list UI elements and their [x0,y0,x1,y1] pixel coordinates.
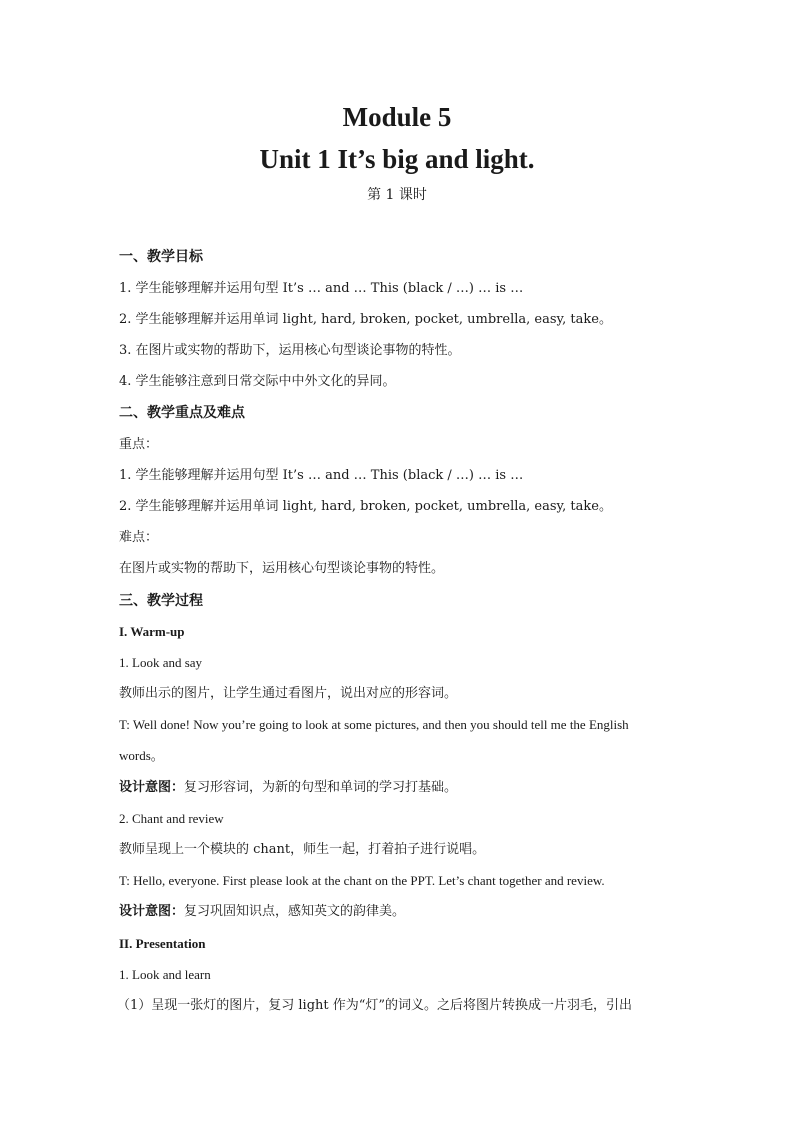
section-heading-process: 三、教学过程 [119,593,203,609]
teacher-line-2: T: Hello, everyone. First please look at the chant on the PPT. Let’s chant together and review. [119,873,605,888]
objective-item-2: 2. 学生能够理解并运用单词 light, hard, broken, pocket, umbrella, easy, take。 [119,312,612,327]
presentation-heading: II. Presentation [119,936,206,951]
module-title: Module 5 [342,102,452,132]
unit-title: Unit 1 It’s big and light. [259,144,535,174]
objective-item-1: 1. 学生能够理解并运用句型 It’s … and … This (black / …) … is … [119,281,524,296]
step-look-and-say: 1. Look and say [119,655,203,670]
design-intent-text: 复习形容词，为新的句型和单词的学习打基础。 [184,780,458,795]
key-point-item-1: 1. 学生能够理解并运用句型 It’s … and … This (black / …) … is … [119,468,524,483]
section-heading-objectives: 一、教学目标 [119,249,203,265]
lesson-label: 第 1 课时 [367,187,427,203]
difficulty-label: 难点： [119,530,159,545]
design-intent-text: 复习巩固知识点，感知英文的韵律美。 [184,904,406,919]
section-heading-key-points: 二、教学重点及难点 [119,405,245,421]
step-chant-and-review: 2. Chant and review [119,811,224,826]
objective-item-3: 3. 在图片或实物的帮助下，运用核心句型谈论事物的特性。 [119,343,461,358]
design-intent-label: 设计意图： [119,780,185,795]
design-intent-1 [119,778,679,798]
step-look-and-learn: 1. Look and learn [119,967,211,982]
key-points-label: 重点： [119,437,159,452]
step-look-and-say-desc: 教师出示的图片，让学生通过看图片，说出对应的形容词。 [119,686,458,701]
key-point-item-2: 2. 学生能够理解并运用单词 light, hard, broken, pocket, umbrella, easy, take。 [119,499,612,514]
design-intent-label: 设计意图： [119,904,185,919]
step-chant-desc: 教师呈现上一个模块的 chant，师生一起，打着拍子进行说唱。 [119,842,486,857]
objective-item-4: 4. 学生能够注意到日常交际中中外文化的异同。 [119,374,396,389]
difficulty-text: 在图片或实物的帮助下，运用核心句型谈论事物的特性。 [119,561,445,576]
teacher-line-1-cont: words。 [119,748,164,763]
teacher-line-1: T: Well done! Now you’re going to look at some pictures, and then you should tell me the English [119,717,629,732]
design-intent-2 [119,902,679,922]
step-look-and-learn-desc: （1）呈现一张灯的图片，复习 light 作为“灯”的词义。之后将图片转换成一片羽毛，引出 [117,998,633,1013]
warmup-heading: I. Warm-up [119,624,185,639]
